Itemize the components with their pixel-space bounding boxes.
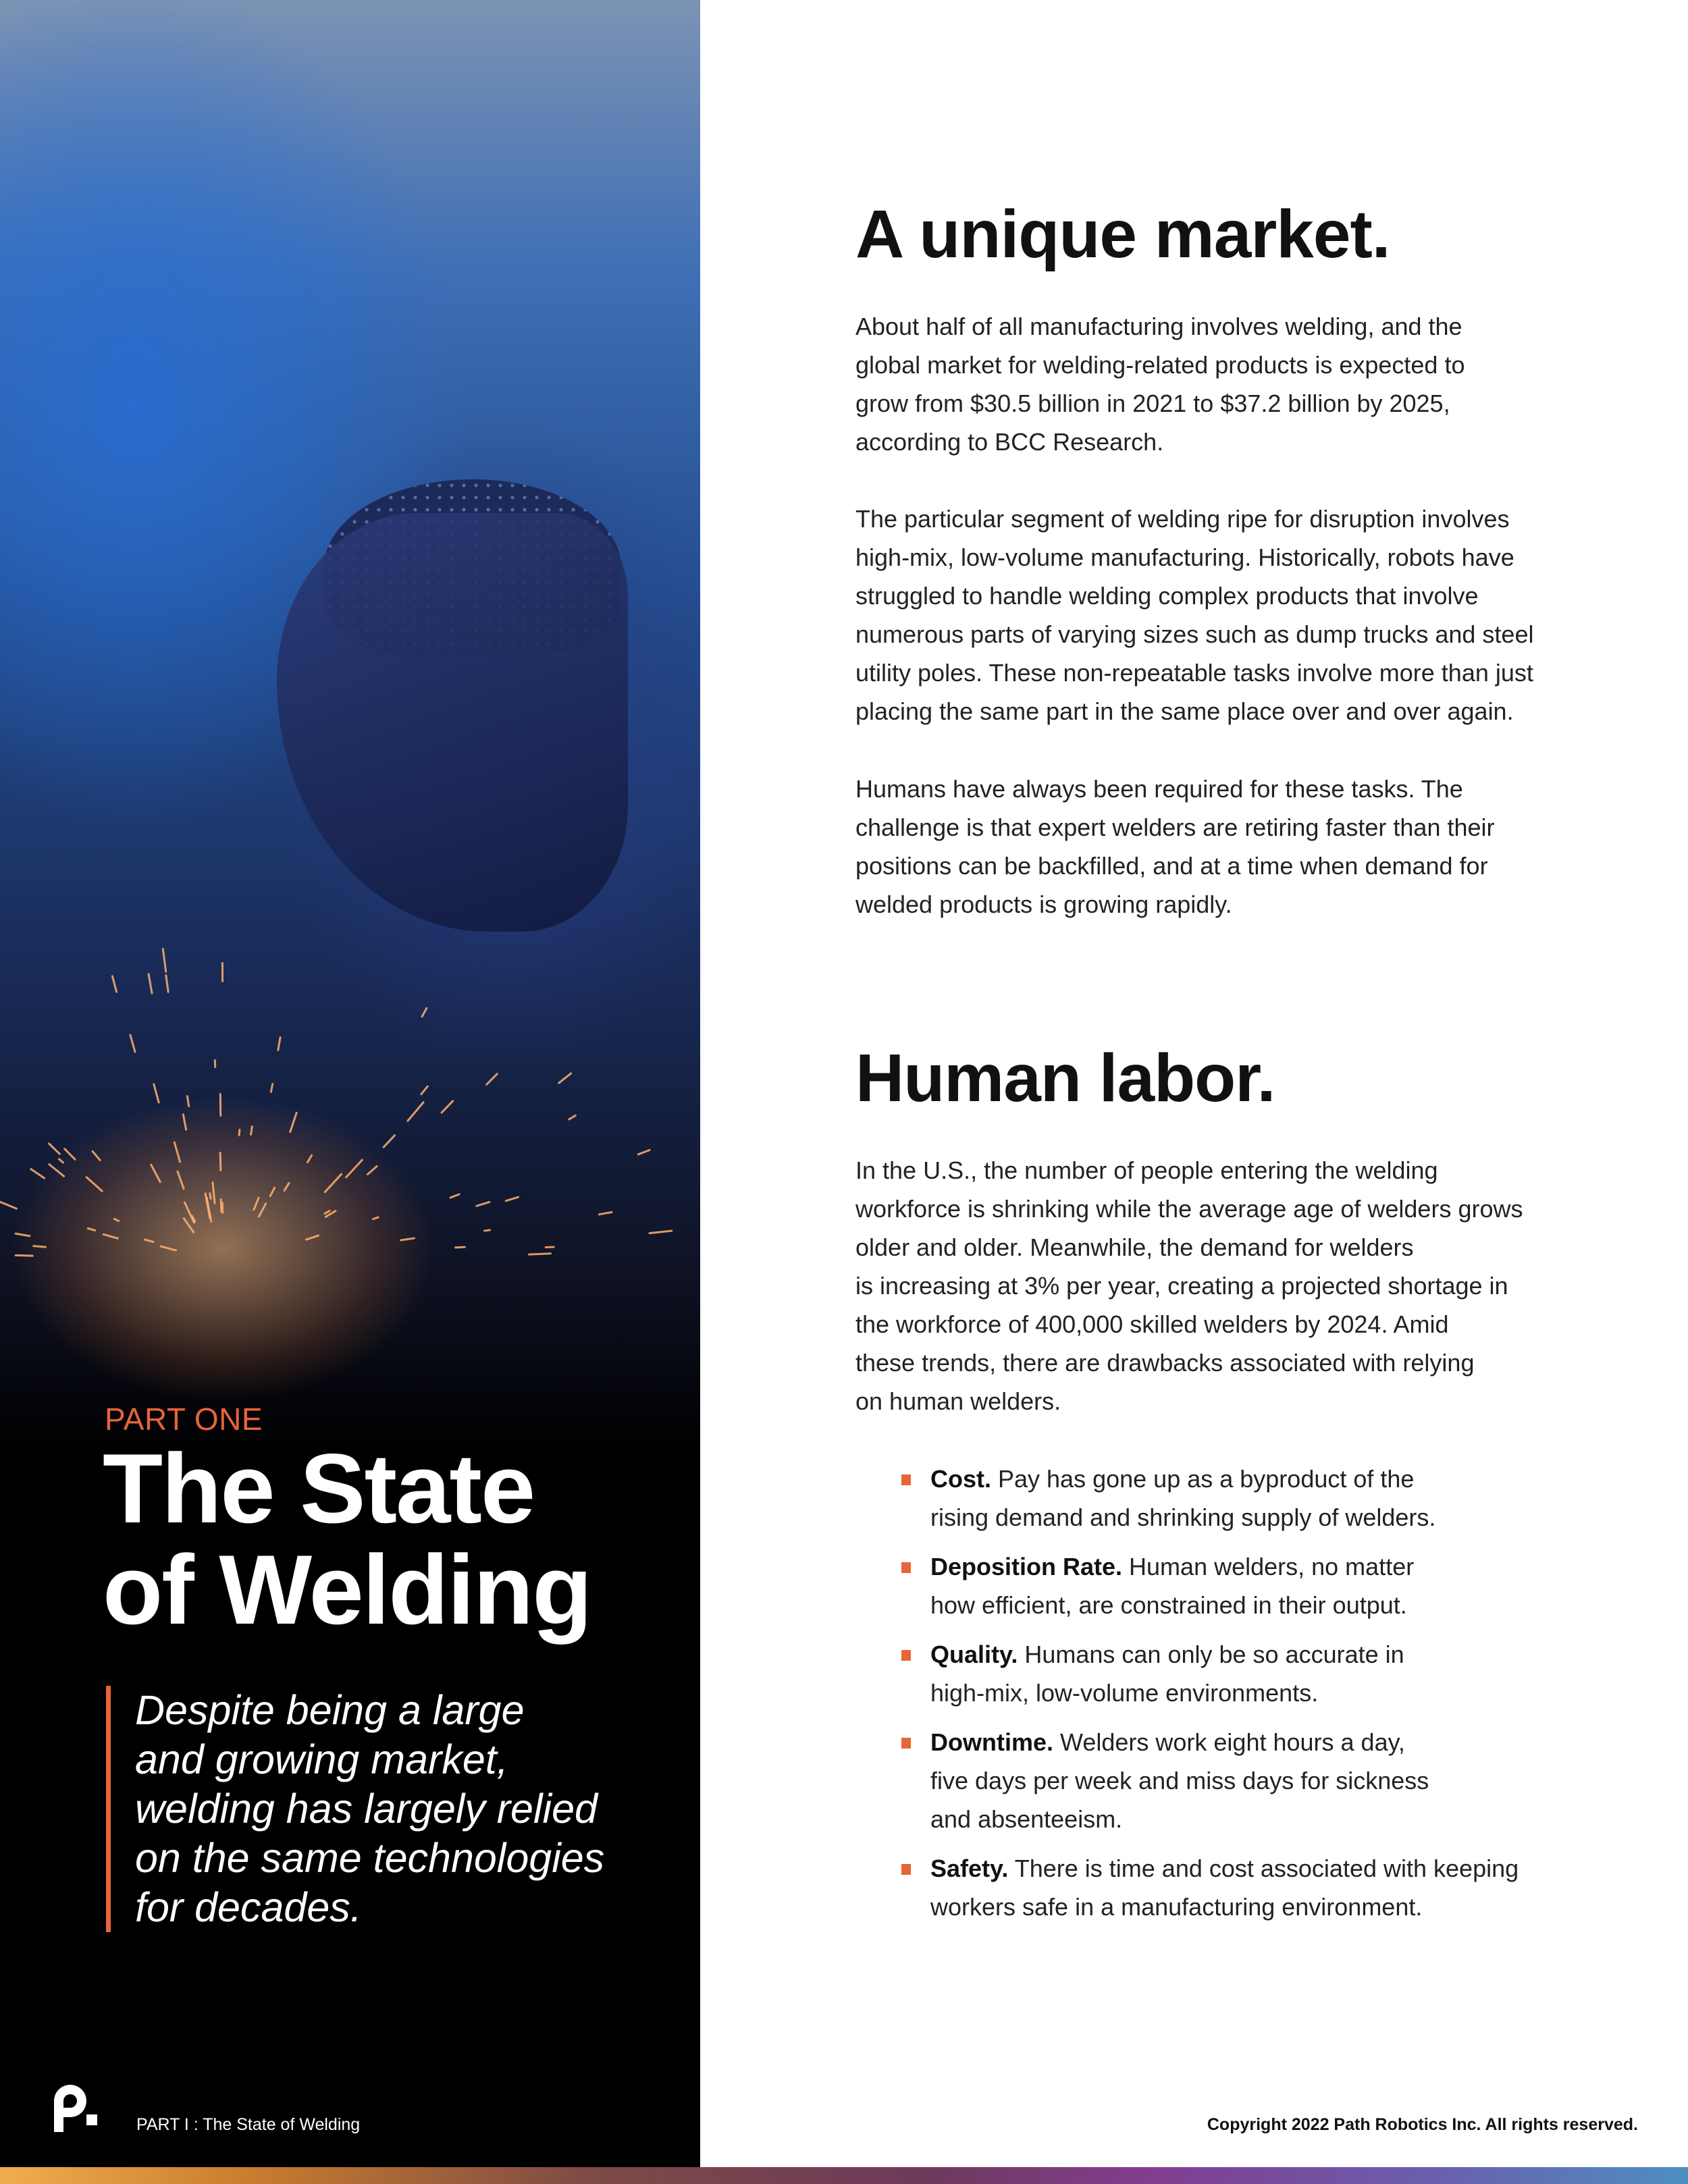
spark-streak [0,1198,18,1209]
spark-streak [598,1210,613,1215]
pull-quote [106,1686,648,1932]
spark-streak [214,1059,216,1069]
spark-streak [406,1100,425,1122]
spark-streak [220,1198,223,1213]
spark-streak [253,1197,260,1212]
spark-streak [284,1181,291,1192]
spark-streak [528,1252,552,1255]
spark-streak [505,1196,520,1202]
spark-streak [383,1134,396,1148]
bullet-square-icon [901,1562,911,1573]
list-item [901,1635,1577,1712]
pull-quote-text: Despite being a large and growing market, welding has largely relied on the same technologies for decades. [135,1687,605,1930]
spark-streak [86,1227,96,1231]
spark-streak [323,1173,342,1194]
spark-streak [250,1125,253,1135]
spark-streak [485,1073,499,1086]
spark-streak [182,1113,188,1131]
spark-streak [306,1154,313,1164]
spark-streak [219,1152,221,1171]
drawbacks-list [901,1460,1577,1937]
spark-streak [84,1175,103,1192]
spark-streak [176,1170,185,1190]
spark-streak [400,1237,415,1242]
spark-streak [147,973,153,994]
footer-section-label: PART I : The State of Welding [136,2115,361,2134]
spark-streak [14,1233,30,1237]
spark-streak [440,1100,454,1114]
spark-streak [649,1229,673,1234]
bullet-square-icon [901,1650,911,1661]
spark-streak [257,1202,267,1217]
spark-streak [421,1007,428,1017]
spark-streak [32,1245,47,1248]
spark-streak [57,1158,64,1164]
paragraph: In the U.S., the number of people entering the welding workforce is shrinking while the average age of welders grows older and older. Meanwhile, the demand for welders is increasing at 3% per year, creating a projected shortage in the workforce of 400,000 skilled welders by 2024. Amid these trends, there are drawbacks associated with relying on human welders. [855,1156,1523,1415]
bullet-text: There is time and cost associated with keeping workers safe in a manufacturing environment. [930,1855,1519,1921]
spark-streak [567,1114,577,1121]
spark-streak [475,1201,491,1208]
spark-streak [165,974,169,993]
bullet-square-icon [901,1474,911,1485]
spark-streak [144,1239,155,1244]
bullet-square-icon [901,1738,911,1749]
section-heading-unique-market: A unique market. [855,196,1390,272]
spark-streak [153,1083,160,1104]
spark-streak [344,1158,363,1179]
spark-streak [47,1142,61,1156]
spark-streak [149,1163,161,1183]
spark-streak [238,1129,241,1136]
spark-streak [48,1163,65,1177]
spark-streak [449,1193,460,1199]
spark-streak [219,1093,221,1117]
bullet-text: Welders work eight hours a day, five days per week and miss days for sickness and absenteeism. [930,1728,1429,1833]
spark-streak [162,947,167,972]
bullet-term: Deposition Rate. [930,1553,1123,1580]
bullet-term: Safety. [930,1855,1009,1882]
list-item [901,1849,1577,1926]
spark-streak [159,1245,177,1252]
spark-streak [14,1254,33,1257]
spark-streak [221,962,223,982]
spark-streak [288,1111,297,1133]
spark-streak [63,1148,77,1161]
list-item [901,1547,1577,1624]
footer-gradient-bar [0,2167,1688,2184]
spark-streak [209,1192,212,1200]
path-robotics-logo-icon [49,2081,99,2132]
spark-streak [545,1246,555,1249]
title-line: of Welding [103,1535,591,1645]
spark-streak [91,1150,101,1161]
spark-streak [186,1095,190,1107]
spark-streak [419,1085,429,1096]
spark-streak [305,1234,319,1241]
spark-streak [454,1246,466,1249]
spark-streak [113,1217,120,1222]
spark-streak [371,1217,379,1221]
hero-photo-panel [0,0,700,2167]
spark-streak [367,1165,378,1175]
bullet-term: Cost. [930,1465,991,1493]
spark-streak [483,1229,491,1231]
spark-streak [111,975,117,993]
bullet-text: Humans can only be so accurate in high-mix, low-volume environments. [930,1641,1404,1707]
bullet-text: Pay has gone up as a byproduct of the rising demand and shrinking supply of welders. [930,1465,1436,1531]
list-item [901,1723,1577,1838]
spark-streak [557,1072,572,1085]
part-label: PART ONE [105,1402,263,1437]
title-line: The State [103,1433,535,1543]
spark-streak [29,1168,45,1179]
paragraph: Humans have always been required for these tasks. The challenge is that expert welders are retiring faster than their positions can be backfilled, and at a time when demand for welded products is growing rapidly. [855,775,1495,918]
welder-helmet-image [277,513,628,932]
paragraph: About half of all manufacturing involves welding, and the global market for welding-related products is expected to grow from $30.5 billion in 2021 to $37.2 billion by 2025, according to BCC Research. [855,313,1465,456]
spark-streak [269,1186,276,1197]
spark-streak [637,1149,651,1156]
bullet-square-icon [901,1864,911,1875]
bullet-term: Downtime. [930,1728,1054,1756]
spark-streak [270,1083,274,1094]
list-item [901,1460,1577,1537]
spark-streak [173,1141,181,1163]
copyright-notice: Copyright 2022 Path Robotics Inc. All rights reserved. [1207,2115,1638,2134]
paragraph: The particular segment of welding ripe for disruption involves high-mix, low-volume manufacturing. Historically, robots have struggled to handle welding complex products that involve numerous parts of varying sizes such as dump trucks and steel utility poles. These non-repeatable tasks involve more than just placing the same part in the same place over and over again. [855,505,1534,725]
page-title [103,1433,591,1645]
spark-streak [129,1034,136,1053]
spark-streak [277,1036,282,1051]
section-heading-human-labor: Human labor. [855,1040,1275,1116]
bullet-term: Quality. [930,1641,1018,1668]
spark-streak [212,1181,216,1204]
spark-streak [103,1233,119,1240]
bullet-text: Human welders, no matter how efficient, are constrained in their output. [930,1553,1415,1619]
